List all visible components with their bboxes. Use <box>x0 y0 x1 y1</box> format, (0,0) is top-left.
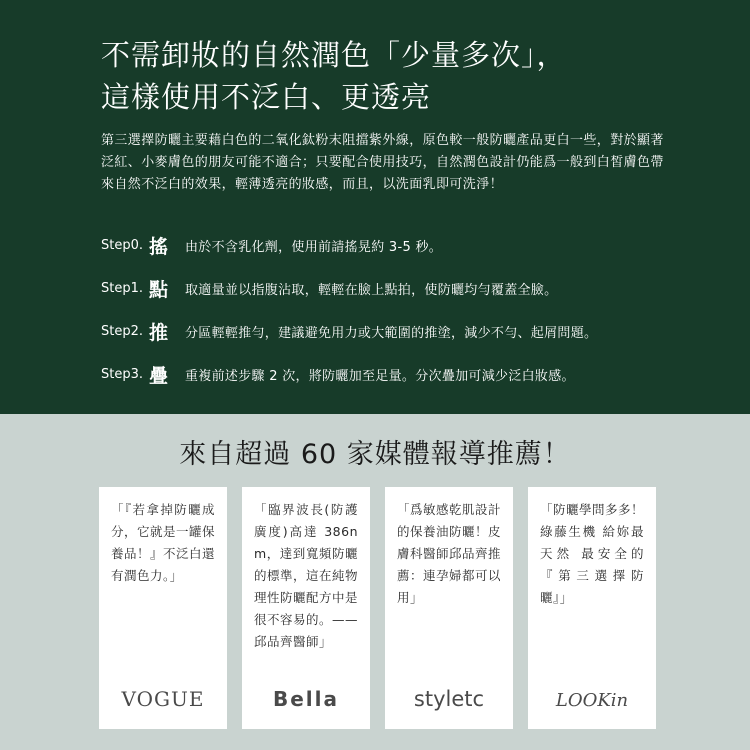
title-line-1: 不需卸妝的自然潤色「少量多次」， <box>101 38 567 72</box>
step-text: 重複前述步驟 2 次，將防曬加至足量。分次疊加可減少泛白妝感。 <box>185 368 575 384</box>
bella-logo: Bella <box>272 687 339 711</box>
step-text: 分區輕輕推勻，建議避免用力或大範圍的推塗，減少不勻、起屑問題。 <box>185 325 598 341</box>
media-card-styletc <box>385 487 513 729</box>
step-3 <box>101 359 575 389</box>
step-2 <box>101 316 597 346</box>
step-label: Step1. <box>101 280 144 296</box>
media-card-bella <box>242 487 370 729</box>
media-quote: 「『若拿掉防曬成分，它就是一罐保養品！』不泛白還有潤色力。」 <box>111 502 216 583</box>
step-text: 取適量並以指腹沾取，輕輕在臉上點拍，使防曬均勻覆蓋全臉。 <box>185 282 558 298</box>
step-char: 推 <box>149 321 169 344</box>
vogue-logo: VOGUE <box>121 687 205 711</box>
media-card-lookin <box>528 487 656 729</box>
page-title <box>101 34 567 118</box>
intro-paragraph: 第三選擇防曬主要藉白色的二氧化鈦粉末阻擋紫外線，原色較一般防曬產品更白一些，對於顯著泛紅、小麥膚色的朋友可能不適合；只要配合使用技巧，自然潤色設計仍能爲一般到白皙膚色帶來自然不泛白的效果，輕薄透亮的妝感，而且，以洗面乳即可洗淨！ <box>101 133 664 192</box>
step-char: 點 <box>149 278 169 301</box>
lookin-logo: LOOKin <box>555 690 629 711</box>
step-label: Step3. <box>101 366 144 382</box>
step-0 <box>101 230 442 260</box>
media-title: 來自超過 60 家媒體報導推薦！ <box>179 439 571 470</box>
title-line-2: 這樣使用不泛白、更透亮 <box>101 80 432 114</box>
step-label: Step2. <box>101 323 144 339</box>
media-quote: 「防曬學問多多！綠藤生機 給妳最天然 最安全的『第三選擇防曬』」 <box>540 502 645 605</box>
step-label: Step0. <box>101 237 144 253</box>
media-quote: 「爲敏感乾肌設計的保養油防曬！皮膚科醫師邱品齊推薦：連孕婦都可以用」 <box>397 502 502 605</box>
media-card-vogue <box>99 487 227 729</box>
step-char: 搖 <box>149 235 169 258</box>
step-1 <box>101 273 557 303</box>
styletc-logo: styletc <box>413 687 485 711</box>
step-char: 疊 <box>149 364 169 387</box>
step-text: 由於不含乳化劑，使用前請搖晃約 3-5 秒。 <box>185 239 443 255</box>
media-quote: 「臨界波長(防護廣度)高達 386nm，達到寬頻防曬的標準，這在純物理性防曬配方中是很不容易的。—— 邱品齊醫師」 <box>254 502 359 649</box>
